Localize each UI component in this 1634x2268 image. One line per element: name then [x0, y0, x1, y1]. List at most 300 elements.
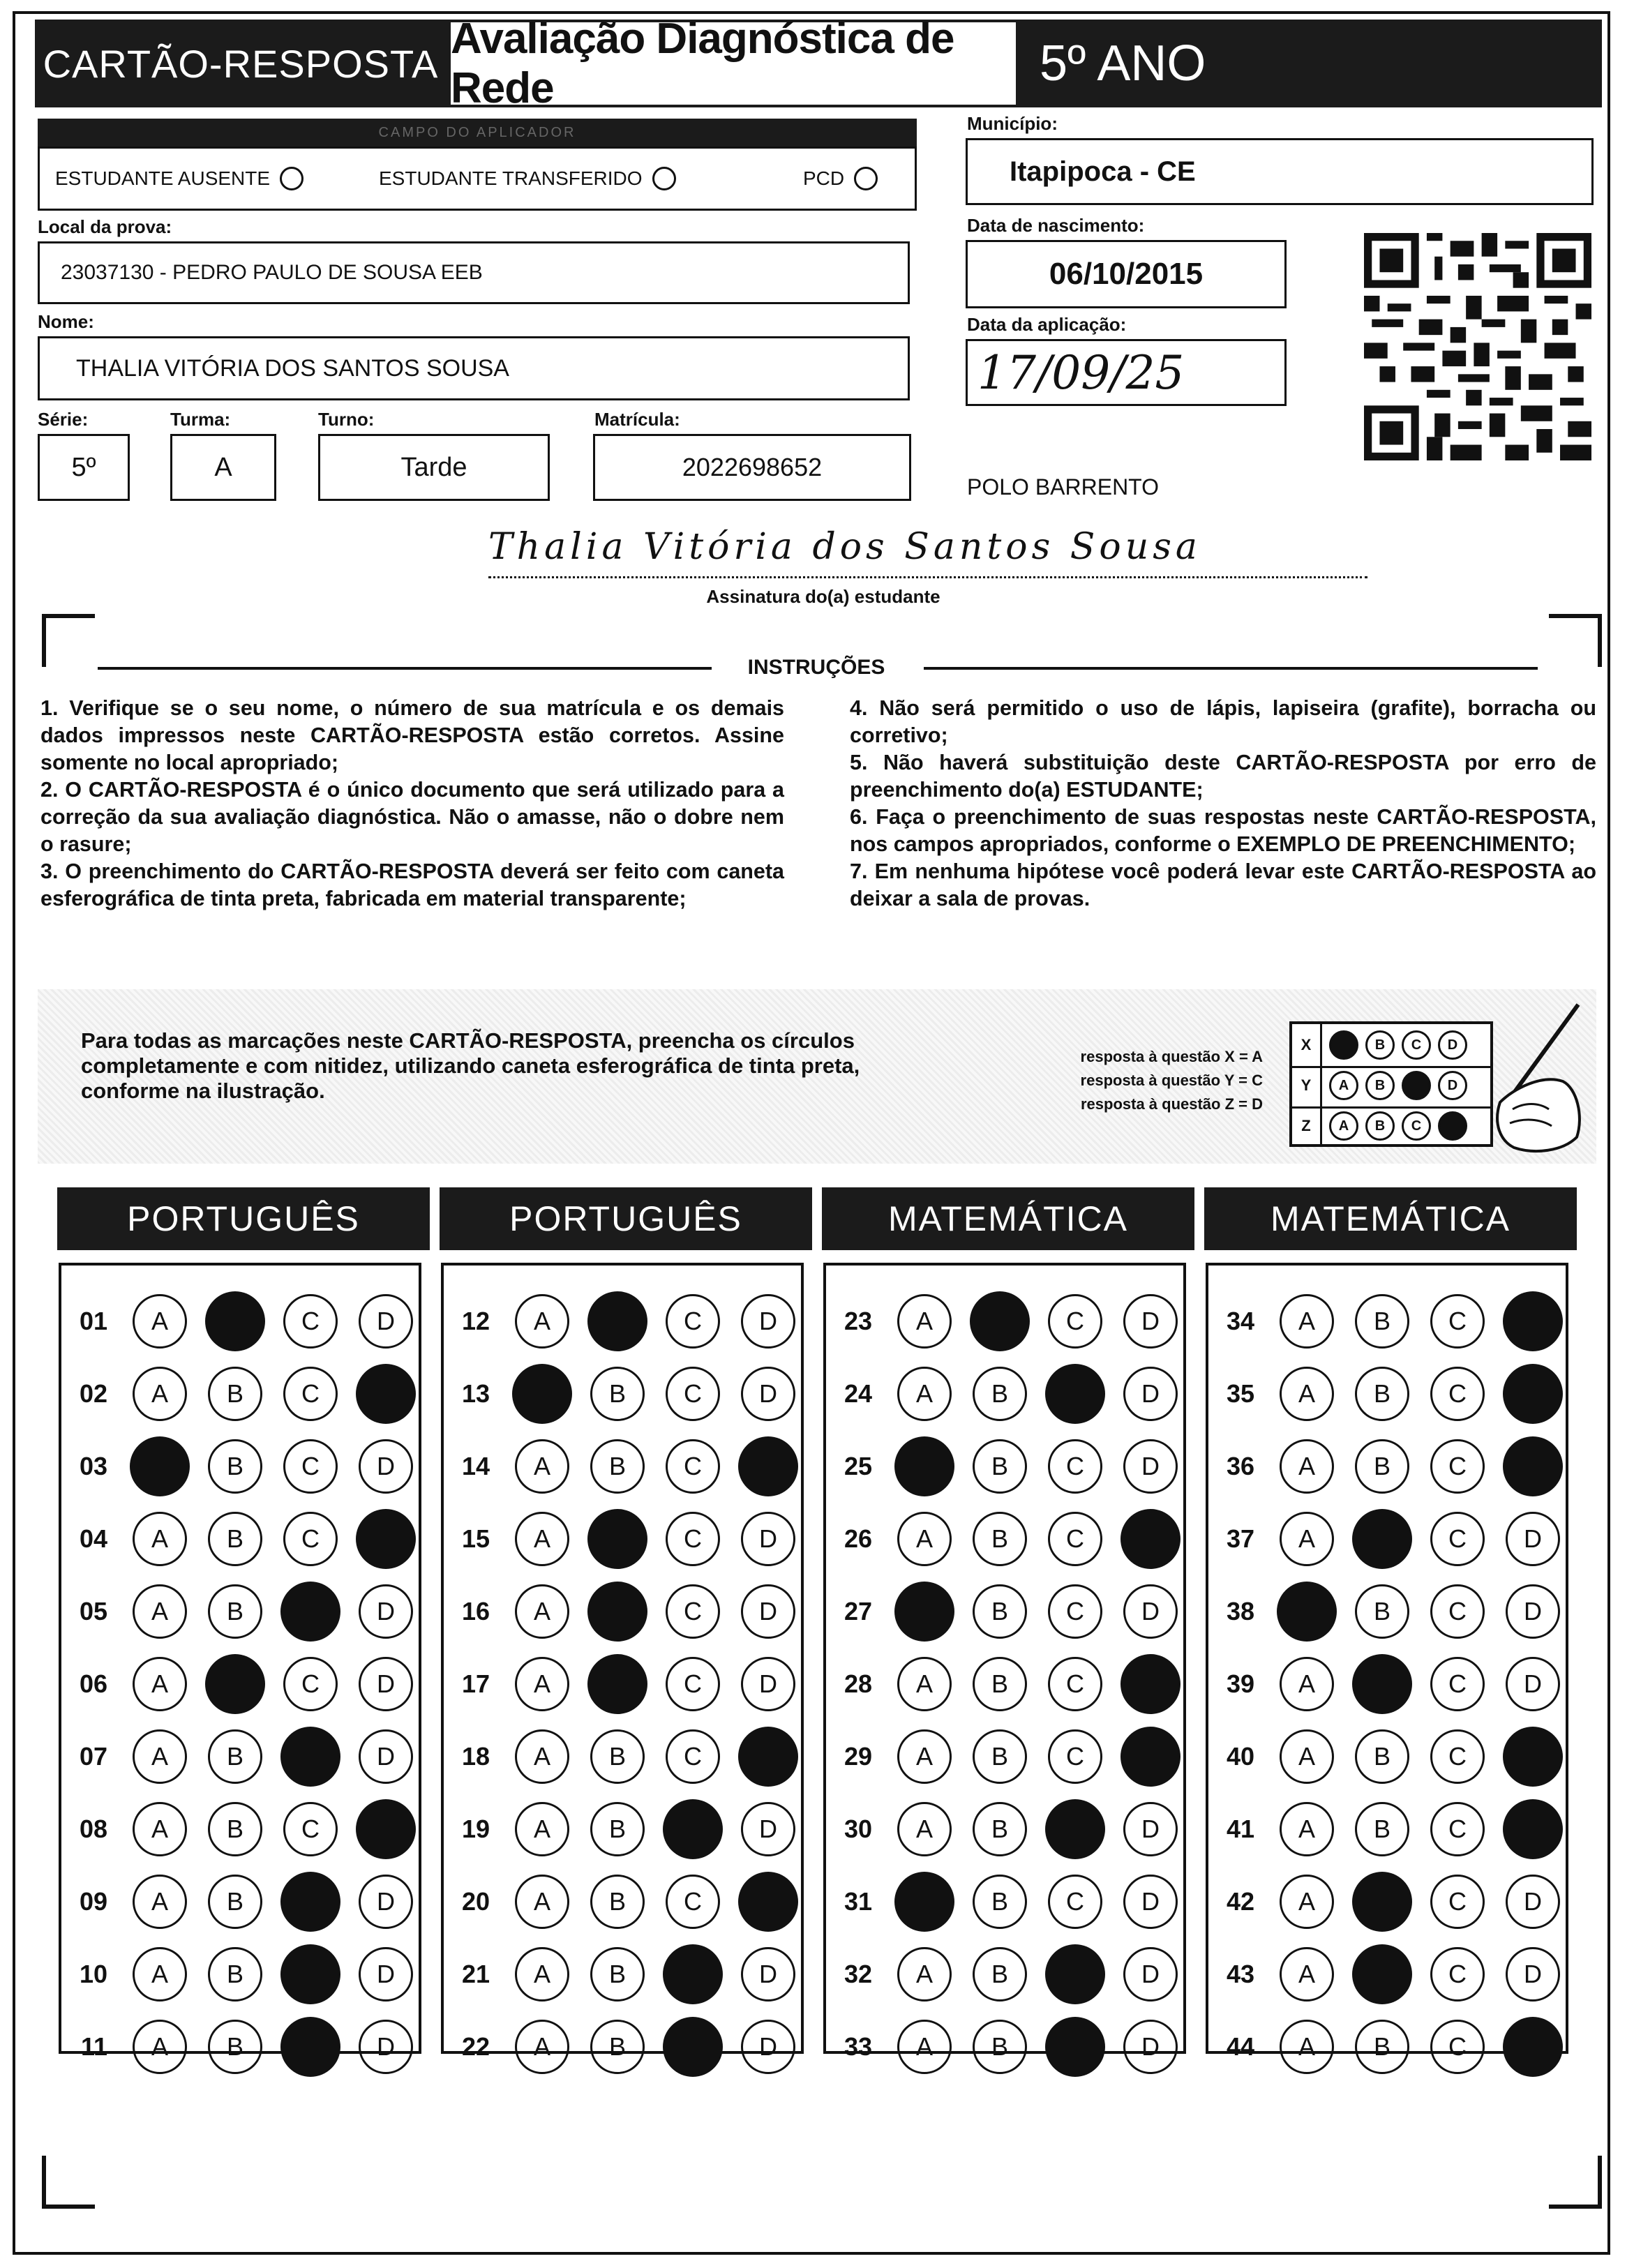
answer-bubble-b[interactable]: B	[208, 2020, 262, 2074]
answer-bubble-d[interactable]: D	[1123, 1584, 1178, 1639]
question-number: 39	[1226, 1669, 1254, 1698]
answer-column	[59, 1263, 421, 2061]
question-number: 28	[844, 1669, 872, 1698]
signature-line	[488, 576, 1367, 578]
turma-field: A	[170, 434, 276, 501]
question-number: 11	[80, 2032, 107, 2061]
example-bubble: B	[1365, 1111, 1395, 1141]
answer-bubble-b[interactable]	[587, 1582, 647, 1642]
answer-bubble-c[interactable]: C	[666, 1367, 720, 1421]
question-number: 44	[1226, 2032, 1254, 2061]
answer-bubble-d[interactable]	[1120, 1727, 1180, 1787]
nome-field: THALIA VITÓRIA DOS SANTOS SOUSA	[38, 336, 910, 400]
answer-bubble-b[interactable]: B	[1355, 1584, 1409, 1639]
answer-bubble-a[interactable]	[512, 1364, 572, 1424]
turno-label: Turno:	[318, 409, 375, 430]
answer-bubble-b[interactable]	[1352, 1872, 1412, 1932]
answer-bubble-a[interactable]: A	[515, 1947, 569, 2002]
question-number: 25	[844, 1452, 872, 1480]
answer-bubble-d[interactable]	[738, 1436, 798, 1496]
answer-bubble-d[interactable]	[1503, 2017, 1563, 2077]
answer-bubble-c[interactable]	[1045, 2017, 1105, 2077]
answer-bubble-b[interactable]	[587, 1509, 647, 1569]
answer-bubble-b[interactable]: B	[590, 1947, 645, 2002]
answer-bubble-d[interactable]: D	[1123, 1875, 1178, 1929]
answer-bubble-a[interactable]: A	[133, 1729, 187, 1784]
answer-bubble-c[interactable]: C	[1430, 1947, 1485, 2002]
answer-bubble-d[interactable]: D	[359, 1439, 413, 1494]
answer-bubble-c[interactable]: C	[1048, 1512, 1102, 1566]
subject-header: PORTUGUÊS	[57, 1187, 430, 1250]
question-number: 06	[79, 1669, 107, 1698]
answer-bubble-b[interactable]: B	[1355, 1802, 1409, 1856]
answer-bubble-a[interactable]: A	[1280, 1947, 1334, 2002]
question-number: 04	[79, 1524, 107, 1553]
instruction-3: 3. O preenchimento do CARTÃO-RESPOSTA deverá ser feito com caneta esferográfica de tinta preta, fabricada em material transparente;	[40, 859, 784, 910]
answer-bubble-a[interactable]: A	[897, 1512, 952, 1566]
serie-label: Série:	[38, 409, 89, 430]
question-row	[826, 2019, 1178, 2075]
question-row	[1208, 2019, 1560, 2075]
answer-bubble-b[interactable]: B	[973, 1584, 1027, 1639]
question-number: 41	[1226, 1815, 1254, 1843]
answer-bubble-c[interactable]	[280, 1944, 340, 2004]
answer-bubble-a[interactable]: A	[515, 1294, 569, 1349]
answer-bubble-c[interactable]: C	[1430, 1802, 1485, 1856]
question-number: 37	[1226, 1524, 1254, 1553]
question-number: 21	[461, 1960, 490, 1988]
example-bubble	[1329, 1030, 1358, 1060]
nome-label: Nome:	[38, 311, 94, 332]
answer-bubble-d[interactable]: D	[1123, 1294, 1178, 1349]
instruction-6: 6. Faça o preenchimento de suas respostas neste CARTÃO-RESPOSTA, nos campos apropriados, conforme o EXEMPLO DE PREENCHIMENTO;	[850, 805, 1596, 856]
answer-bubble-b[interactable]: B	[590, 1802, 645, 1856]
question-row	[1208, 1801, 1560, 1857]
example-bubble: B	[1365, 1071, 1395, 1100]
answer-bubble-d[interactable]: D	[1123, 1802, 1178, 1856]
answer-bubble-d[interactable]: D	[1506, 1947, 1560, 2002]
question-row	[1208, 1729, 1560, 1785]
answer-bubble-c[interactable]: C	[1430, 1584, 1485, 1639]
answer-bubble-b[interactable]: B	[208, 1875, 262, 1929]
question-row	[826, 1439, 1178, 1494]
answer-bubble-b[interactable]	[1352, 1654, 1412, 1714]
question-row	[444, 1293, 795, 1349]
question-row	[61, 1874, 413, 1930]
answer-bubble-b[interactable]: B	[208, 1802, 262, 1856]
answer-bubble-a[interactable]	[1277, 1582, 1337, 1642]
question-number: 23	[844, 1307, 872, 1335]
answer-bubble-c[interactable]: C	[1048, 1294, 1102, 1349]
question-number: 27	[844, 1597, 872, 1625]
answer-bubble-a[interactable]: A	[515, 1875, 569, 1929]
question-row	[1208, 1366, 1560, 1422]
example-row-label: Z	[1292, 1105, 1322, 1147]
answer-bubble-a[interactable]: A	[133, 1875, 187, 1929]
answer-bubble-d[interactable]: D	[1506, 1584, 1560, 1639]
instructions-title: INSTRUÇÕES	[747, 656, 885, 679]
answer-bubble-b[interactable]: B	[973, 1729, 1027, 1784]
answer-bubble-a[interactable]: A	[133, 1657, 187, 1711]
answer-bubble-c[interactable]: C	[1430, 1512, 1485, 1566]
answer-bubble-b[interactable]: B	[208, 1947, 262, 2002]
answer-bubble-d[interactable]: D	[741, 1584, 795, 1639]
answer-bubble-d[interactable]	[738, 1727, 798, 1787]
question-row	[444, 1729, 795, 1785]
answer-bubble-b[interactable]: B	[973, 2020, 1027, 2074]
answer-bubble-a[interactable]: A	[897, 1367, 952, 1421]
instruction-7: 7. Em nenhuma hipótese você poderá levar este CARTÃO-RESPOSTA ao deixar a sala de provas.	[850, 859, 1596, 910]
status-pcd[interactable]	[803, 167, 878, 190]
question-row	[826, 1584, 1178, 1639]
matricula-field: 2022698652	[593, 434, 911, 501]
answer-bubble-b[interactable]	[1352, 1944, 1412, 2004]
question-row	[444, 1946, 795, 2002]
answer-bubble-a[interactable]: A	[1280, 1512, 1334, 1566]
question-row	[61, 2019, 413, 2075]
answer-bubble-b[interactable]: B	[973, 1367, 1027, 1421]
answer-bubble-c[interactable]: C	[283, 1439, 338, 1494]
answer-bubble-b[interactable]: B	[973, 1802, 1027, 1856]
question-row	[444, 1584, 795, 1639]
answer-bubble-a[interactable]	[894, 1436, 954, 1496]
answer-bubble-d[interactable]	[1503, 1727, 1563, 1787]
subject-header: MATEMÁTICA	[822, 1187, 1194, 1250]
example-bubble: D	[1438, 1071, 1467, 1100]
answer-bubble-c[interactable]: C	[1430, 1439, 1485, 1494]
question-number: 09	[79, 1887, 107, 1916]
answer-bubble-d[interactable]: D	[741, 1947, 795, 2002]
question-row	[1208, 1293, 1560, 1349]
answer-bubble-c[interactable]: C	[1430, 1294, 1485, 1349]
answer-bubble-b[interactable]: B	[590, 1729, 645, 1784]
answer-bubble-c[interactable]	[280, 1582, 340, 1642]
answer-bubble-a[interactable]: A	[133, 1294, 187, 1349]
answer-bubble-d[interactable]	[1503, 1364, 1563, 1424]
question-row	[61, 1293, 413, 1349]
question-row	[444, 1366, 795, 1422]
answer-bubble-b[interactable]: B	[973, 1439, 1027, 1494]
answer-bubble-d[interactable]: D	[1123, 1439, 1178, 1494]
answer-bubble-d[interactable]: D	[741, 1802, 795, 1856]
answer-bubble-a[interactable]: A	[515, 1729, 569, 1784]
answer-bubble-a[interactable]: A	[515, 1512, 569, 1566]
question-number: 31	[844, 1887, 872, 1916]
question-row	[444, 1511, 795, 1567]
aplicacao-field: 17/09/25	[966, 339, 1287, 406]
answer-bubble-b[interactable]: B	[973, 1875, 1027, 1929]
answer-bubble-c[interactable]	[1045, 1364, 1105, 1424]
example-legend-y: resposta à questão Y = C	[1080, 1072, 1263, 1089]
answer-bubble-a[interactable]: A	[1280, 1802, 1334, 1856]
answer-bubble-a[interactable]: A	[515, 1657, 569, 1711]
status-ausente[interactable]	[55, 167, 303, 190]
answer-bubble-d[interactable]: D	[1123, 1947, 1178, 2002]
answer-bubble-c[interactable]: C	[666, 1439, 720, 1494]
answer-bubble-d[interactable]	[1503, 1436, 1563, 1496]
answer-bubble-b[interactable]: B	[590, 2020, 645, 2074]
answer-bubble-d[interactable]: D	[359, 1657, 413, 1711]
question-row	[61, 1439, 413, 1494]
answer-bubble-b[interactable]: B	[1355, 1439, 1409, 1494]
question-number: 24	[844, 1379, 872, 1408]
answer-bubble-c[interactable]	[280, 1727, 340, 1787]
turno-field: Tarde	[318, 434, 550, 501]
question-row	[826, 1946, 1178, 2002]
question-row	[826, 1729, 1178, 1785]
answer-bubble-d[interactable]: D	[741, 1367, 795, 1421]
answer-bubble-b[interactable]: B	[973, 1657, 1027, 1711]
answer-bubble-a[interactable]: A	[897, 1802, 952, 1856]
answer-bubble-a[interactable]: A	[1280, 1367, 1334, 1421]
answer-bubble-b[interactable]: B	[1355, 2020, 1409, 2074]
corner-mark-br	[1549, 2156, 1602, 2209]
question-number: 15	[461, 1524, 490, 1553]
question-row	[826, 1656, 1178, 1712]
answer-bubble-a[interactable]: A	[133, 1367, 187, 1421]
question-number: 01	[79, 1307, 107, 1335]
answer-bubble-d[interactable]: D	[359, 1875, 413, 1929]
example-text: Para todas as marcações neste CARTÃO-RESPOSTA, preencha os círculos completamente e com nitidez, utilizando caneta esferográfica de tinta preta, conforme na ilustração.	[81, 1028, 860, 1103]
answer-bubble-d[interactable]: D	[359, 1294, 413, 1349]
answer-bubble-c[interactable]: C	[1430, 1657, 1485, 1711]
answer-bubble-c[interactable]: C	[283, 1512, 338, 1566]
answer-bubble-a[interactable]: A	[897, 2020, 952, 2074]
answer-bubble-c[interactable]: C	[666, 1875, 720, 1929]
answer-bubble-d[interactable]	[356, 1799, 416, 1859]
question-row	[826, 1366, 1178, 1422]
answer-bubble-c[interactable]: C	[666, 1584, 720, 1639]
answer-bubble-d[interactable]: D	[359, 1584, 413, 1639]
question-row	[61, 1946, 413, 2002]
answer-bubble-d[interactable]: D	[1506, 1512, 1560, 1566]
answer-bubble-c[interactable]: C	[666, 1729, 720, 1784]
answer-bubble-b[interactable]: B	[208, 1584, 262, 1639]
answer-bubble-c[interactable]: C	[1430, 2020, 1485, 2074]
answer-bubble-b[interactable]	[1352, 1509, 1412, 1569]
question-row	[61, 1584, 413, 1639]
question-number: 05	[79, 1597, 107, 1625]
answer-bubble-d[interactable]	[356, 1364, 416, 1424]
example-legend	[1026, 1045, 1263, 1116]
question-row	[444, 1801, 795, 1857]
answer-bubble-c[interactable]: C	[1430, 1367, 1485, 1421]
answer-bubble-a[interactable]: A	[1280, 1657, 1334, 1711]
answer-bubble-c[interactable]: C	[283, 1802, 338, 1856]
polo-label: POLO BARRENTO	[967, 474, 1160, 500]
answer-bubble-c[interactable]: C	[1048, 1439, 1102, 1494]
answer-bubble-b[interactable]: B	[208, 1512, 262, 1566]
municipio-label: Município:	[967, 113, 1058, 134]
example-bubble: A	[1329, 1071, 1358, 1100]
answer-bubble-a[interactable]: A	[133, 1947, 187, 2002]
answer-bubble-d[interactable]	[1503, 1799, 1563, 1859]
answer-bubble-b[interactable]: B	[973, 1512, 1027, 1566]
answer-bubble-d[interactable]	[1120, 1654, 1180, 1714]
answer-column	[441, 1263, 804, 2061]
answer-bubble-b[interactable]: B	[208, 1367, 262, 1421]
answer-bubble-b[interactable]: B	[1355, 1367, 1409, 1421]
question-number: 17	[461, 1669, 490, 1698]
question-row	[1208, 1439, 1560, 1494]
answer-bubble-c[interactable]	[663, 1944, 723, 2004]
answer-bubble-b[interactable]: B	[208, 1729, 262, 1784]
answer-bubble-c[interactable]: C	[283, 1294, 338, 1349]
answer-bubble-a[interactable]: A	[1280, 2020, 1334, 2074]
answer-bubble-c[interactable]: C	[666, 1657, 720, 1711]
example-bubble	[1402, 1071, 1431, 1100]
question-row	[826, 1511, 1178, 1567]
answer-bubble-d[interactable]: D	[1123, 2020, 1178, 2074]
answer-bubble-c[interactable]: C	[1048, 1657, 1102, 1711]
status-transferido[interactable]	[379, 167, 676, 190]
example-row-label: Y	[1292, 1065, 1322, 1106]
answer-bubble-c[interactable]: C	[283, 1657, 338, 1711]
status-transferido-label: ESTUDANTE TRANSFERIDO	[379, 167, 643, 189]
answer-bubble-a[interactable]: A	[897, 1947, 952, 2002]
question-number: 13	[461, 1379, 490, 1408]
answer-bubble-c[interactable]	[663, 1799, 723, 1859]
answer-bubble-c[interactable]: C	[283, 1367, 338, 1421]
answer-bubble-d[interactable]: D	[1123, 1367, 1178, 1421]
answer-bubble-a[interactable]	[894, 1872, 954, 1932]
local-field: 23037130 - PEDRO PAULO DE SOUSA EEB	[38, 241, 910, 304]
answer-bubble-b[interactable]: B	[1355, 1729, 1409, 1784]
question-number: 19	[461, 1815, 490, 1843]
question-number: 10	[79, 1960, 107, 1988]
answer-bubble-c[interactable]: C	[666, 1512, 720, 1566]
answer-bubble-b[interactable]: B	[208, 1439, 262, 1494]
status-transferido-bubble[interactable]	[652, 167, 676, 190]
answer-bubble-c[interactable]: C	[1048, 1875, 1102, 1929]
status-box	[38, 147, 917, 211]
question-row	[826, 1293, 1178, 1349]
answer-bubble-a[interactable]: A	[515, 2020, 569, 2074]
answer-bubble-c[interactable]: C	[1430, 1875, 1485, 1929]
answer-bubble-b[interactable]: B	[973, 1947, 1027, 2002]
answer-bubble-a[interactable]: A	[1280, 1729, 1334, 1784]
question-number: 14	[461, 1452, 490, 1480]
subject-header: PORTUGUÊS	[440, 1187, 812, 1250]
question-row	[61, 1656, 413, 1712]
answer-bubble-b[interactable]: B	[1355, 1294, 1409, 1349]
answer-bubble-b[interactable]	[587, 1654, 647, 1714]
aplicador-bar: CAMPO DO APLICADOR	[38, 119, 917, 147]
answer-bubble-d[interactable]	[1503, 1291, 1563, 1351]
example-row-label: X	[1292, 1024, 1322, 1066]
answer-bubble-d[interactable]: D	[1506, 1657, 1560, 1711]
answer-bubble-a[interactable]: A	[133, 2020, 187, 2074]
answer-bubble-a[interactable]: A	[515, 1802, 569, 1856]
answer-bubble-b[interactable]	[587, 1291, 647, 1351]
question-row	[1208, 1584, 1560, 1639]
corner-mark-tl	[42, 614, 95, 667]
answer-bubble-c[interactable]: C	[1048, 1584, 1102, 1639]
question-row	[1208, 1946, 1560, 2002]
instructions-left	[40, 695, 784, 913]
answer-bubble-a[interactable]: A	[897, 1294, 952, 1349]
answer-bubble-c[interactable]: C	[1048, 1729, 1102, 1784]
answer-bubble-a[interactable]: A	[1280, 1439, 1334, 1494]
answer-bubble-a[interactable]: A	[515, 1584, 569, 1639]
answer-bubble-d[interactable]	[738, 1872, 798, 1932]
answer-column	[823, 1263, 1186, 2061]
answer-bubble-a[interactable]: A	[1280, 1294, 1334, 1349]
answer-bubble-d[interactable]	[356, 1509, 416, 1569]
question-number: 35	[1226, 1379, 1254, 1408]
answer-bubble-b[interactable]	[205, 1291, 265, 1351]
question-row	[61, 1511, 413, 1567]
pen-hand-icon	[1458, 998, 1591, 1158]
question-number: 22	[461, 2032, 490, 2061]
answer-bubble-c[interactable]	[280, 2017, 340, 2077]
answer-bubble-d[interactable]: D	[359, 2020, 413, 2074]
question-number: 02	[79, 1379, 107, 1408]
instructions-rule-left	[98, 667, 712, 670]
answer-bubble-b[interactable]: B	[590, 1367, 645, 1421]
question-number: 03	[79, 1452, 107, 1480]
answer-bubble-a[interactable]	[894, 1582, 954, 1642]
answer-bubble-b[interactable]: B	[590, 1875, 645, 1929]
answer-bubble-c[interactable]: C	[1430, 1729, 1485, 1784]
qr-code	[1361, 233, 1595, 460]
answer-bubble-b[interactable]: B	[590, 1439, 645, 1494]
answer-bubble-a[interactable]	[130, 1436, 190, 1496]
answer-bubble-b[interactable]	[205, 1654, 265, 1714]
question-row	[61, 1801, 413, 1857]
answer-bubble-d[interactable]	[1120, 1509, 1180, 1569]
answer-bubble-a[interactable]: A	[515, 1439, 569, 1494]
matricula-label: Matrícula:	[594, 409, 680, 430]
answer-bubble-c[interactable]	[663, 2017, 723, 2077]
question-number: 30	[844, 1815, 872, 1843]
answer-bubble-a[interactable]: A	[1280, 1875, 1334, 1929]
question-number: 16	[461, 1597, 490, 1625]
question-row	[61, 1729, 413, 1785]
question-row	[1208, 1511, 1560, 1567]
answer-bubble-d[interactable]: D	[741, 1512, 795, 1566]
answer-bubble-d[interactable]: D	[359, 1729, 413, 1784]
answer-bubble-b[interactable]	[970, 1291, 1030, 1351]
answer-bubble-d[interactable]: D	[359, 1947, 413, 2002]
answer-bubble-c[interactable]: C	[666, 1294, 720, 1349]
question-number: 38	[1226, 1597, 1254, 1625]
answer-bubble-a[interactable]: A	[133, 1584, 187, 1639]
question-number: 40	[1226, 1742, 1254, 1771]
question-row	[826, 1801, 1178, 1857]
corner-mark-bl	[42, 2156, 95, 2209]
question-number: 12	[461, 1307, 490, 1335]
answer-bubble-c[interactable]	[1045, 1944, 1105, 2004]
question-row	[1208, 1874, 1560, 1930]
answer-bubble-a[interactable]: A	[133, 1802, 187, 1856]
status-ausente-bubble[interactable]	[280, 167, 303, 190]
answer-bubble-d[interactable]: D	[1506, 1875, 1560, 1929]
status-pcd-bubble[interactable]	[854, 167, 878, 190]
answer-bubble-c[interactable]	[1045, 1799, 1105, 1859]
answer-bubble-d[interactable]: D	[741, 2020, 795, 2074]
answer-bubble-a[interactable]: A	[133, 1512, 187, 1566]
answer-bubble-d[interactable]: D	[741, 1657, 795, 1711]
example-bubble: C	[1402, 1030, 1431, 1060]
example-bubble: A	[1329, 1111, 1358, 1141]
answer-bubble-a[interactable]: A	[897, 1657, 952, 1711]
question-number: 32	[844, 1960, 872, 1988]
answer-bubble-d[interactable]: D	[741, 1294, 795, 1349]
instructions-right	[850, 695, 1596, 913]
answer-bubble-c[interactable]	[280, 1872, 340, 1932]
answer-bubble-a[interactable]: A	[897, 1729, 952, 1784]
